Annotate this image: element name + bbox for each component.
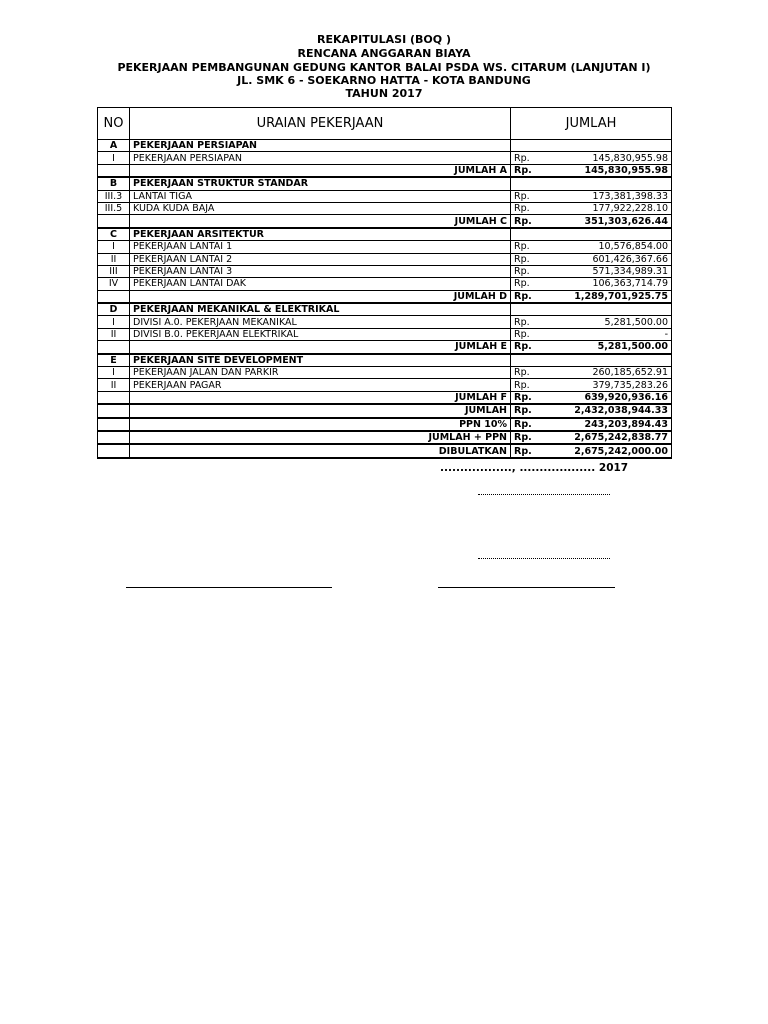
total-label: JUMLAH + PPN [130,431,511,444]
currency-label: Rp. [511,278,549,290]
total-label: JUMLAH E [130,341,511,354]
total-label: DIBULATKAN [130,444,511,457]
item-amount: 10,576,854.00 [549,241,672,253]
item-number: III [98,265,130,277]
section-title: PEKERJAAN STRUKTUR STANDAR [130,177,511,190]
section-row [98,177,672,190]
table-row [98,278,672,290]
currency-label: Rp. [511,202,549,214]
total-label: JUMLAH D [130,290,511,303]
item-description: PEKERJAAN PAGAR [130,379,511,391]
section-row [98,354,672,367]
currency-label: Rp. [511,367,549,379]
table-row [98,379,672,391]
item-number: I [98,316,130,328]
table-row [98,265,672,277]
item-number: I [98,367,130,379]
total-amount: 351,303,626.44 [549,215,672,228]
total-amount: 2,675,242,838.77 [549,431,672,444]
item-description: LANTAI TIGA [130,190,511,202]
total-amount: 243,203,894.43 [549,418,672,431]
total-row [98,431,672,444]
currency-label: Rp. [511,253,549,265]
item-number: III.3 [98,190,130,202]
empty-cell [98,431,130,444]
empty-cell [98,164,130,177]
section-title: PEKERJAAN SITE DEVELOPMENT [130,354,511,367]
item-amount: 571,334,989.31 [549,265,672,277]
currency-label: Rp. [511,215,549,228]
total-label: JUMLAH F [130,391,511,404]
section-code: B [98,177,130,190]
table-row [98,152,672,164]
empty-cell [511,177,672,190]
currency-label: Rp. [511,164,549,177]
item-amount: 177,922,228.10 [549,202,672,214]
section-code: A [98,140,130,152]
currency-label: Rp. [511,241,549,253]
item-number: III.5 [98,202,130,214]
empty-cell [98,215,130,228]
total-label: PPN 10% [130,418,511,431]
total-row [98,404,672,417]
empty-cell [511,354,672,367]
total-row [98,164,672,177]
table-row [98,202,672,214]
item-description: PEKERJAAN LANTAI DAK [130,278,511,290]
table-row [98,241,672,253]
section-title: PEKERJAAN MEKANIKAL & ELEKTRIKAL [130,303,511,316]
total-amount: 639,920,936.16 [549,391,672,404]
item-number: IV [98,278,130,290]
title-line-4: JL. SMK 6 - SOEKARNO HATTA - KOTA BANDUNG [237,74,531,87]
item-description: PEKERJAAN PERSIAPAN [130,152,511,164]
total-amount: 145,830,955.98 [549,164,672,177]
item-number: II [98,253,130,265]
item-description: KUDA KUDA BAJA [130,202,511,214]
currency-label: Rp. [511,265,549,277]
col-jumlah-header: JUMLAH [511,108,672,140]
item-number: II [98,328,130,340]
total-amount: 5,281,500.00 [549,341,672,354]
section-code: D [98,303,130,316]
total-row [98,391,672,404]
total-row [98,215,672,228]
total-amount: 2,432,038,944.33 [549,404,672,417]
currency-label: Rp. [511,290,549,303]
empty-cell [98,391,130,404]
table-body [98,140,672,458]
item-amount: 145,830,955.98 [549,152,672,164]
item-number: I [98,152,130,164]
signature-date: .................., ................... 2017 [440,462,629,474]
empty-cell [98,290,130,303]
item-amount: 106,363,714.79 [549,278,672,290]
currency-label: Rp. [511,328,549,340]
currency-label: Rp. [511,341,549,354]
title-line-5: TAHUN 2017 [345,87,423,100]
item-amount: 5,281,500.00 [549,316,672,328]
empty-cell [98,418,130,431]
item-description: DIVISI A.0. PEKERJAAN MEKANIKAL [130,316,511,328]
currency-label: Rp. [511,316,549,328]
table-row [98,190,672,202]
currency-label: Rp. [511,379,549,391]
total-label: JUMLAH [130,404,511,417]
item-amount: 173,381,398.33 [549,190,672,202]
total-amount: 2,675,242,000.00 [549,444,672,457]
table-row [98,253,672,265]
col-no-header: NO [98,108,130,140]
total-row [98,418,672,431]
total-label: JUMLAH C [130,215,511,228]
empty-cell [511,303,672,316]
signature-line-left [126,587,332,588]
total-row [98,290,672,303]
empty-cell [98,341,130,354]
item-description: PEKERJAAN LANTAI 3 [130,265,511,277]
total-row [98,341,672,354]
section-row [98,140,672,152]
currency-label: Rp. [511,431,549,444]
section-title: PEKERJAAN ARSITEKTUR [130,228,511,241]
item-number: II [98,379,130,391]
col-uraian-header: URAIAN PEKERJAAN [130,108,511,140]
currency-label: Rp. [511,404,549,417]
item-amount: - [549,328,672,340]
section-row [98,303,672,316]
section-code: C [98,228,130,241]
title-line-2: RENCANA ANGGARAN BIAYA [297,47,471,60]
item-amount: 260,185,652.91 [549,367,672,379]
signature-line-right [438,587,615,588]
item-description: PEKERJAAN LANTAI 1 [130,241,511,253]
section-title: PEKERJAAN PERSIAPAN [130,140,511,152]
table-header [98,108,672,140]
currency-label: Rp. [511,190,549,202]
currency-label: Rp. [511,444,549,457]
title-line-3: PEKERJAAN PEMBANGUNAN GEDUNG KANTOR BALAI PSDA WS. CITARUM (LANJUTAN I) [117,61,651,74]
item-amount: 601,426,367.66 [549,253,672,265]
total-label: JUMLAH A [130,164,511,177]
item-description: DIVISI B.0. PEKERJAAN ELEKTRIKAL [130,328,511,340]
item-description: PEKERJAAN LANTAI 2 [130,253,511,265]
signature-dotted-line-2 [478,558,610,559]
empty-cell [511,140,672,152]
item-number: I [98,241,130,253]
title-line-1: REKAPITULASI (BOQ ) [317,33,451,46]
item-description: PEKERJAAN JALAN DAN PARKIR [130,367,511,379]
section-row [98,228,672,241]
empty-cell [98,404,130,417]
currency-label: Rp. [511,418,549,431]
table-row [98,316,672,328]
currency-label: Rp. [511,152,549,164]
boq-table [97,107,672,459]
currency-label: Rp. [511,391,549,404]
table-row [98,367,672,379]
empty-cell [511,228,672,241]
total-row [98,444,672,457]
signature-dotted-line-1 [478,494,610,495]
section-code: E [98,354,130,367]
table-row [98,328,672,340]
total-amount: 1,289,701,925.75 [549,290,672,303]
item-amount: 379,735,283.26 [549,379,672,391]
empty-cell [98,444,130,457]
